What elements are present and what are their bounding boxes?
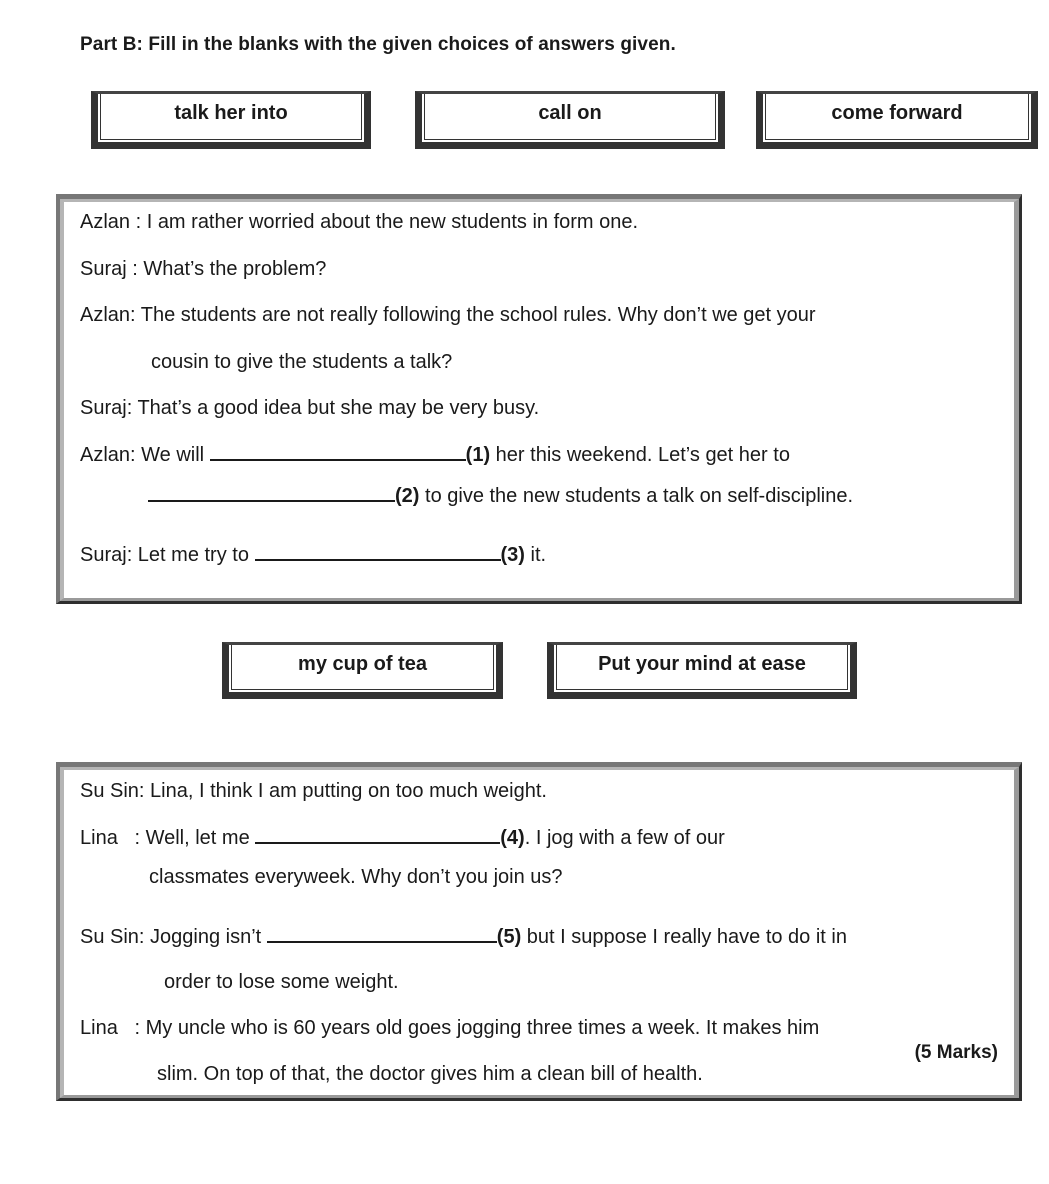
blank-number-4: (4) <box>500 827 525 849</box>
choice-label: Put your mind at ease <box>556 645 848 690</box>
blank-number-1: (1) <box>465 444 491 466</box>
dialogue2-line-7: slim. On top of that, the doctor gives him a clean bill of health. <box>157 1063 703 1085</box>
choice-label: talk her into <box>100 94 362 140</box>
line-text: it. <box>524 544 547 566</box>
blank-number-3: (3) <box>500 544 525 566</box>
line-text: to give the new students a talk on self-discipline. <box>419 485 854 507</box>
line-text: her this weekend. Let’s get her to <box>490 444 790 466</box>
dialogue2-line-2 <box>80 826 725 850</box>
dialogue1-line-4: cousin to give the students a talk? <box>151 351 453 373</box>
line-text: . I jog with a few of our <box>524 827 725 849</box>
blank-3 <box>255 543 501 561</box>
choice-label: call on <box>424 94 716 140</box>
blank-4 <box>255 826 500 844</box>
dialogue1-line-3: Azlan: The students are not really following the school rules. Why don’t we get your <box>80 304 816 326</box>
choice-label: come forward <box>765 94 1029 140</box>
instruction-heading: Part B: Fill in the blanks with the given choices of answers given. <box>80 34 676 55</box>
choice-box-my-cup-of-tea <box>222 642 503 699</box>
dialogue1-line-6 <box>80 443 790 467</box>
blank-5 <box>267 925 497 943</box>
dialogue2-line-6: Lina : My uncle who is 60 years old goes jogging three times a week. It makes him <box>80 1017 820 1039</box>
marks-label: (5 Marks) <box>914 1042 998 1063</box>
dialogue1-line-5: Suraj: That’s a good idea but she may be very busy. <box>80 397 540 419</box>
choice-box-come-forward <box>756 91 1038 149</box>
dialogue1-line-2: Suraj : What’s the problem? <box>80 258 327 280</box>
blank-number-5: (5) <box>496 926 522 948</box>
dialogue2-line-4 <box>80 925 847 949</box>
dialogue1-line-1: Azlan : I am rather worried about the new students in form one. <box>80 211 639 233</box>
choice-label: my cup of tea <box>231 645 494 690</box>
dialogue2-line-1: Su Sin: Lina, I think I am putting on too much weight. <box>80 780 547 802</box>
choice-box-put-your-mind-at-ease <box>547 642 857 699</box>
dialogue2-line-5: order to lose some weight. <box>164 971 399 993</box>
dialogue1-line-8 <box>80 543 546 567</box>
choice-box-call-on <box>415 91 725 149</box>
blank-2 <box>148 484 395 502</box>
line-text: Suraj: Let me try to <box>80 544 255 566</box>
blank-number-2: (2) <box>395 485 420 507</box>
blank-1 <box>210 443 466 461</box>
line-text: but I suppose I really have to do it in <box>521 926 847 948</box>
dialogue2-line-3: classmates everyweek. Why don’t you join us? <box>149 866 563 888</box>
choice-box-talk-her-into <box>91 91 371 149</box>
line-text: Lina : Well, let me <box>80 827 256 849</box>
line-text: Su Sin: Jogging isn’t <box>80 926 267 948</box>
dialogue1-line-7 <box>148 484 853 508</box>
line-text: Azlan: We will <box>80 444 210 466</box>
